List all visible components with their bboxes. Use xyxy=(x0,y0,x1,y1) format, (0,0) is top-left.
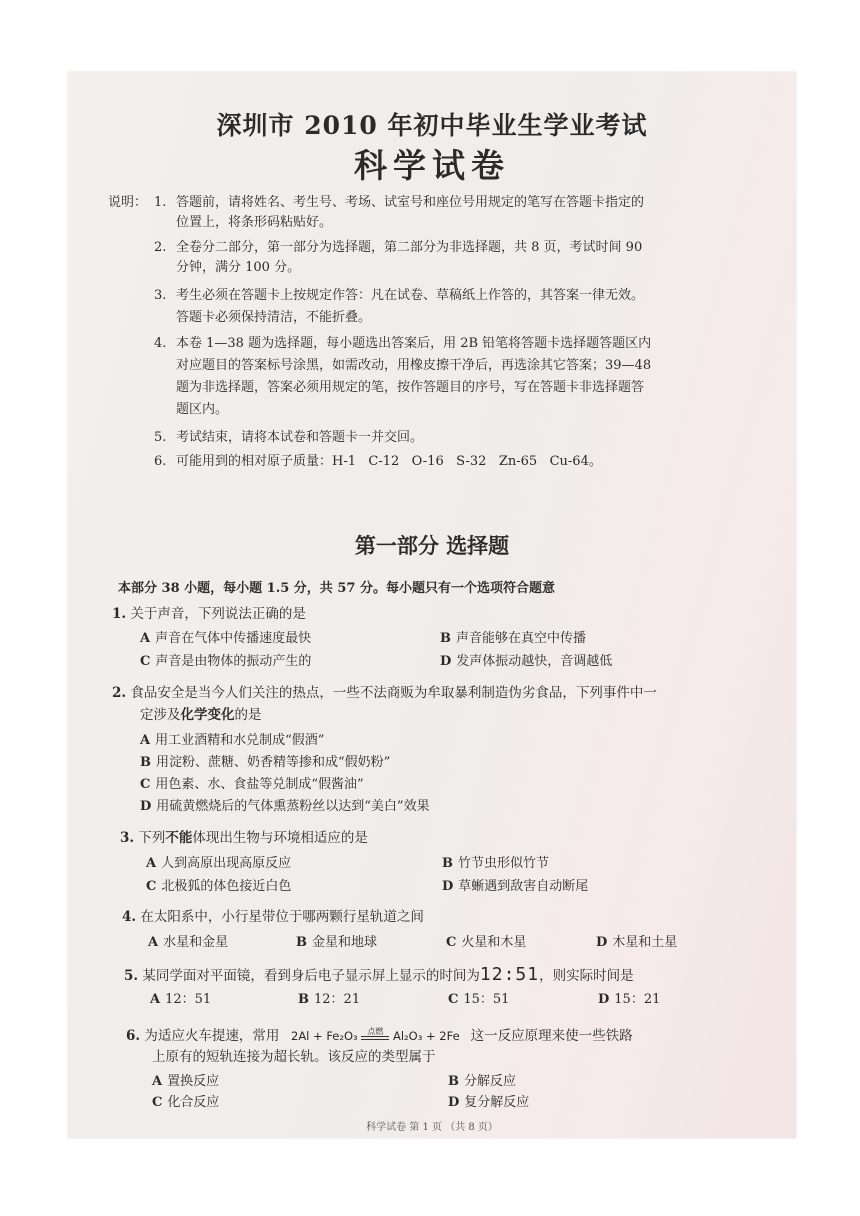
q6-option-d: D 复分解反应 xyxy=(448,1095,530,1110)
chemical-equation: 2Al + Fe₂O₃ 点燃 Al₂O₃ + 2Fe xyxy=(291,1027,460,1043)
question-number: 1. xyxy=(112,606,127,622)
emphasis: 不能 xyxy=(165,830,193,846)
note-2-line-2: 分钟，满分 100 分。 xyxy=(176,260,301,275)
q5-option-b: B 12：21 xyxy=(298,992,361,1007)
q3-option-c: C 北极狐的体色接近白色 xyxy=(146,879,292,894)
note-3-line-1: 考生必须在答题卡上按规定作答：凡在试卷、草稿纸上作答的，其答案一律无效。 xyxy=(176,288,645,303)
q4-option-a: A 水星和金星 xyxy=(148,935,229,950)
q4-option-d: D 木星和土星 xyxy=(596,935,678,950)
question-stem: 关于声音，下列说法正确的是 xyxy=(130,606,306,622)
q2-option-b: B 用淀粉、蔗糖、奶香精等掺和成“假奶粉” xyxy=(140,755,391,770)
q5-option-c: C 15：51 xyxy=(448,992,510,1007)
q2-option-a: A 用工业酒精和水兑制成“假酒” xyxy=(140,733,325,748)
q5-option-d: D 15：21 xyxy=(598,992,661,1007)
exam-subject: 科学试卷 xyxy=(354,146,510,185)
q2-option-d: D 用硫黄燃烧后的气体熏蒸粉丝以达到“美白”效果 xyxy=(140,799,430,814)
note-3-num: 3. xyxy=(154,288,167,303)
note-2-num: 2. xyxy=(154,240,167,255)
q2-option-c: C 用色素、水、食盐等兑制成“假酱油” xyxy=(140,777,364,792)
question-stem-line-1: 食品安全是当今人们关注的热点，一些不法商贩为牟取暴利制造伪劣食品，下列事件中一 xyxy=(130,685,657,701)
question-1 xyxy=(112,605,306,624)
note-5-line-1: 考试结束，请将本试卷和答题卡一并交回。 xyxy=(176,430,424,445)
question-number: 2. xyxy=(112,685,127,701)
question-3: 3. 下列不能体现出生物与环境相适应的是 xyxy=(120,830,368,846)
q6-option-a: A 置换反应 xyxy=(152,1074,220,1089)
note-6-line-1: 可能用到的相对原子质量：H-1 C-12 O-16 S-32 Zn-65 Cu-64。 xyxy=(176,454,602,469)
q4-option-c: C 火星和木星 xyxy=(446,935,527,950)
q1-option-a: A 声音在气体中传播速度最快 xyxy=(140,631,312,646)
note-1-line-2: 位置上，将条形码粘贴好。 xyxy=(176,215,333,230)
q6-option-c: C 化合反应 xyxy=(152,1095,220,1110)
note-4-line-2: 对应题目的答案标号涂黑，如需改动，用橡皮擦干净后，再选涂其它答案；39—48 xyxy=(176,358,652,373)
question-5: 5. 某同学面对平面镜，看到身后电子显示屏上显示的时间为12:51，则实际时间是 xyxy=(124,964,634,985)
section-subtitle: 本部分 38 小题，每小题 1.5 分，共 57 分。每小题只有一个选项符合题意 xyxy=(118,581,555,596)
note-1-num: 1. xyxy=(154,195,167,210)
exam-title: 深圳市 2010 年初中毕业生学业考试 xyxy=(216,111,648,140)
note-1-line-1: 答题前，请将姓名、考生号、考场、试室号和座位号用规定的笔写在答题卡指定的 xyxy=(176,195,645,210)
q1-option-b: B 声音能够在真空中传播 xyxy=(440,631,587,646)
question-6-line-2: 上原有的短轨连接为超长轨。该反应的类型属于 xyxy=(152,1049,436,1065)
note-5-num: 5. xyxy=(154,430,167,445)
question-2 xyxy=(112,684,657,703)
page-footer: 科学试卷 第 1 页 （共 8 页） xyxy=(366,1122,498,1133)
section-title: 第一部分 选择题 xyxy=(354,533,510,558)
note-3-line-2: 答题卡必须保持清洁，不能折叠。 xyxy=(176,310,372,325)
notes-label: 说明： xyxy=(108,195,148,210)
exam-paper xyxy=(68,72,796,1138)
question-2-line-2: 定涉及化学变化的是 xyxy=(140,707,262,723)
q3-option-d: D 草蜥遇到敌害自动断尾 xyxy=(442,879,589,894)
note-6-num: 6. xyxy=(154,454,167,469)
note-2-line-1: 全卷分二部分，第一部分为选择题，第二部分为非选择题，共 8 页，考试时间 90 xyxy=(176,240,643,255)
note-4-line-4: 题区内。 xyxy=(176,402,229,417)
reaction-condition: 点燃 xyxy=(361,1032,389,1040)
q3-option-b: B 竹节虫形似竹节 xyxy=(442,856,550,871)
question-4: 4. 在太阳系中，小行星带位于哪两颗行星轨道之间 xyxy=(122,909,424,925)
q3-option-a: A 人到高原出现高原反应 xyxy=(146,856,292,871)
q4-option-b: B 金星和地球 xyxy=(296,935,378,950)
q6-option-b: B 分解反应 xyxy=(448,1074,517,1089)
note-4-num: 4. xyxy=(154,336,167,351)
emphasis: 化学变化 xyxy=(180,707,235,723)
digital-clock-display: 12:51 xyxy=(479,964,540,985)
q1-option-d: D 发声体振动越快，音调越低 xyxy=(440,654,613,669)
question-6: 6. 为适应火车提速，常用 2Al + Fe₂O₃ 点燃 Al₂O₃ + 2Fe 这一反应原理来使一些铁路 xyxy=(126,1027,633,1044)
q1-option-c: C 声音是由物体的振动产生的 xyxy=(140,654,312,669)
note-4-line-1: 本卷 1—38 题为选择题，每小题选出答案后，用 2B 铅笔将答题卡选择题答题区内 xyxy=(176,336,652,351)
note-4-line-3: 题为非选择题，答案必须用规定的笔，按作答题目的序号，写在答题卡非选择题答 xyxy=(176,380,645,395)
q5-option-a: A 12：51 xyxy=(150,992,212,1007)
